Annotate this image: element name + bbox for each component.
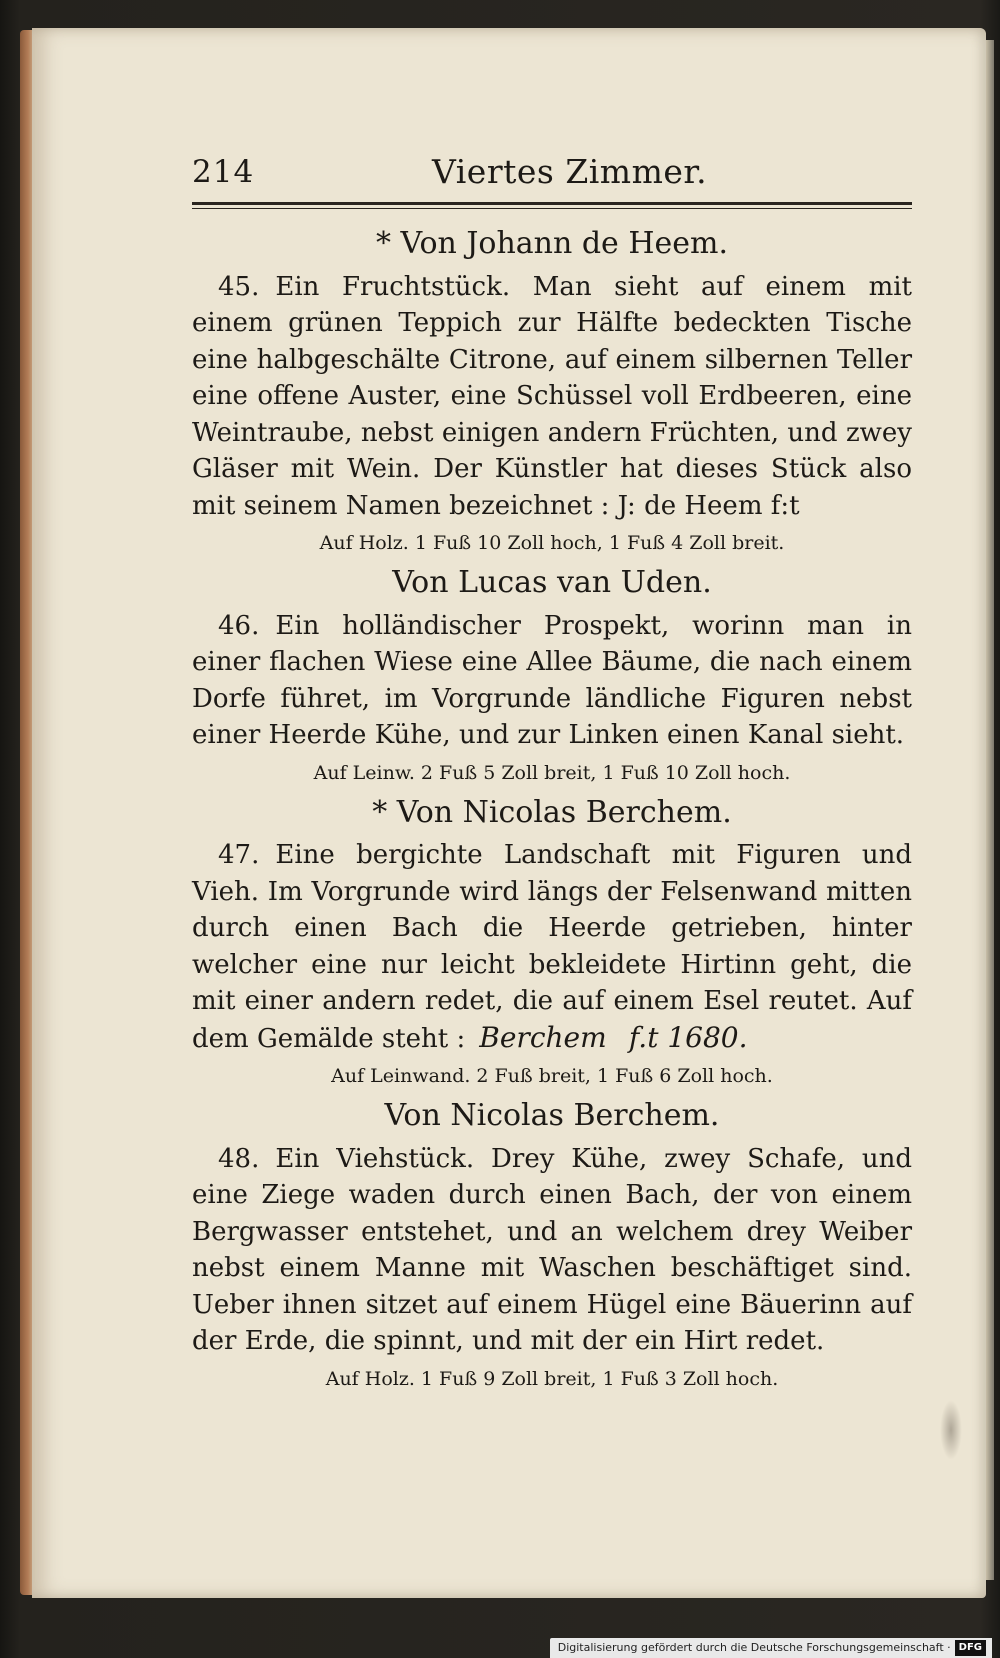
- entry-dimensions: Auf Holz. 1 Fuß 10 Zoll hoch, 1 Fuß 4 Zoll breit.: [319, 532, 785, 554]
- entry-number: 45.: [218, 271, 260, 302]
- entry-heading: Von Nicolas Berchem.: [384, 1098, 720, 1133]
- digitization-credit: [550, 1638, 992, 1658]
- entry-heading: * Von Nicolas Berchem.: [372, 794, 732, 830]
- entry-body: Ein holländischer Prospekt, worinn man in einer flachen Wiese eine Allee Bäume, die nach einem Dorfe führet, im Vorgrunde ländliche Figuren nebst einer Heerde Kühe, und zur Linken einen Kanal sieht.: [192, 610, 912, 750]
- page-number: 214: [192, 154, 255, 190]
- page-smudge: [940, 1400, 962, 1460]
- entry-dimensions: Auf Leinwand. 2 Fuß breit, 1 Fuß 6 Zoll hoch.: [331, 1065, 773, 1087]
- entry-body: Ein Viehstück. Drey Kühe, zwey Schafe, und eine Ziege waden durch einen Bach, der von einem Bergwasser entstehet, und an welchem drey Weiber nebst einem Manne mit Waschen beschäftiget sind. Ueber ihnen sitzet auf einem Hügel eine Bäuerinn auf der Erde, die spinnt, und mit der ein Hirt redet.: [192, 1143, 912, 1356]
- page-content: [192, 150, 912, 1400]
- entry-heading: Von Lucas van Uden.: [392, 565, 712, 600]
- entry-body: Eine bergichte Landschaft mit Figuren und Vieh. Im Vorgrunde wird längs der Felsenwand mitten durch einen Bach die Heerde getrieben, hinter welcher eine nur leicht bekleidete Hirtinn geht, die mit einer andern redet, die auf einem Esel reutet. Auf dem Gemälde steht :: [192, 840, 912, 1054]
- entry-dimensions: Auf Holz. 1 Fuß 9 Zoll breit, 1 Fuß 3 Zoll hoch.: [325, 1367, 779, 1390]
- entry-text: [192, 837, 912, 1057]
- entry-number: 46.: [218, 610, 260, 641]
- running-title: Viertes Zimmer.: [432, 152, 708, 191]
- entry-dimensions: Auf Leinw. 2 Fuß 5 Zoll breit, 1 Fuß 10 Zoll hoch.: [313, 761, 791, 784]
- painter-signature: Berchem: [479, 1020, 607, 1054]
- entry-number: 47.: [218, 840, 260, 870]
- entry-number: 48.: [218, 1143, 260, 1174]
- header-rule: [192, 202, 912, 209]
- dfg-logo: DFG: [955, 1640, 986, 1656]
- entry-text: [192, 269, 912, 525]
- entry-text: [192, 608, 912, 754]
- running-head: [192, 150, 912, 202]
- signature-date: f.t 1680.: [628, 1020, 748, 1054]
- credit-text: Digitalisierung gefördert durch die Deutsche Forschungsgemeinschaft ·: [557, 1641, 951, 1654]
- entry-heading: * Von Johann de Heem.: [376, 226, 728, 261]
- entry-text: [192, 1141, 912, 1360]
- book-spine-edge: [986, 40, 994, 1580]
- entry-body: Ein Fruchtstück. Man sieht auf einem mit einem grünen Teppich zur Hälfte bedeckten Tische eine halbgeschälte Citrone, auf einem silbernen Teller eine offene Auster, eine Schüssel voll Erdbeeren, eine Weintraube, nebst einigen andern Früchten, und zwey Gläser mit Wein. Der Künstler hat dieses Stück also mit seinem Namen bezeichnet : J: de Heem f:t: [192, 271, 912, 521]
